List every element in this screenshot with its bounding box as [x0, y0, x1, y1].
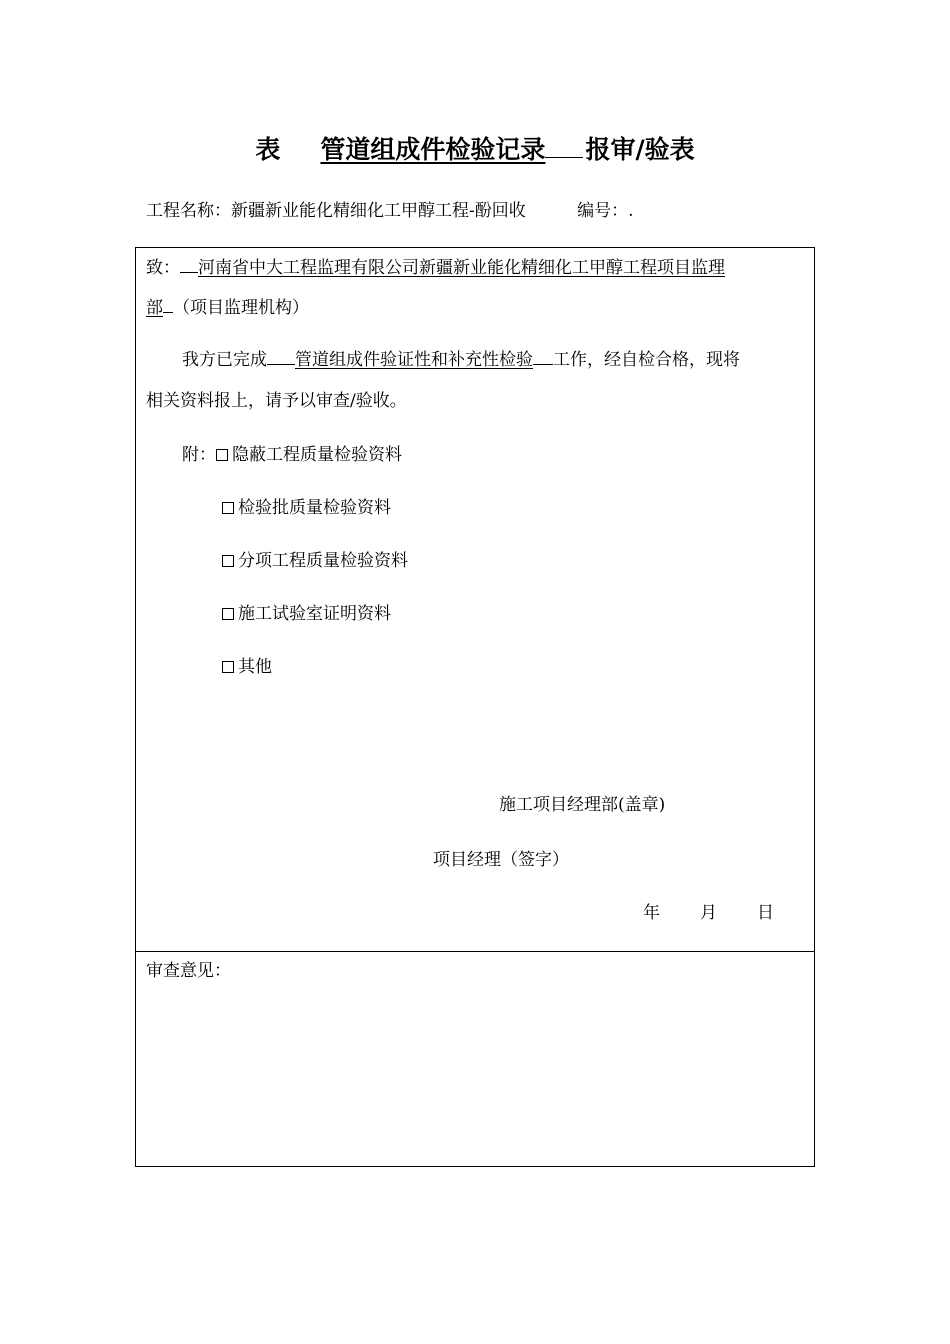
title-prefix: 表	[255, 135, 281, 164]
title-name: 管道组成件检验记录	[320, 135, 546, 164]
checkbox-hidden-works[interactable]	[216, 449, 228, 461]
attachments-label: 附：	[182, 445, 216, 465]
recipient-line-1	[146, 253, 725, 278]
attachment-row-4	[222, 599, 391, 624]
recipient-name-2: 部	[146, 298, 163, 318]
code-value: .	[628, 201, 634, 221]
checkbox-inspection-lot[interactable]	[222, 502, 234, 514]
review-opinion-label: 审查意见：	[146, 961, 231, 981]
attachment-label-4: 施工试验室证明资料	[238, 604, 391, 624]
checkbox-sub-item[interactable]	[222, 555, 234, 567]
date-month: 月	[700, 903, 717, 923]
attachment-row-3	[222, 546, 408, 571]
attachment-row-5	[222, 652, 272, 677]
recipient-line-2	[146, 293, 309, 318]
title-suffix: 报审/验表	[585, 135, 695, 164]
attachment-label-1: 隐蔽工程质量检验资料	[232, 445, 402, 465]
sign-date	[643, 898, 774, 923]
checkbox-other[interactable]	[222, 661, 234, 673]
attachment-label-3: 分项工程质量检验资料	[238, 551, 408, 571]
project-manager-signature: 项目经理（签字）	[433, 850, 569, 870]
form-title	[0, 130, 950, 166]
org-note: （项目监理机构）	[173, 298, 309, 318]
statement-line-2: 相关资料报上，请予以审查/验收。	[146, 391, 407, 411]
project-name-value: 新疆新业能化精细化工甲醇工程-酚回收	[231, 201, 526, 221]
contractor-dept-seal: 施工项目经理部(盖章)	[499, 795, 666, 815]
date-year: 年	[643, 903, 660, 923]
statement-prefix: 我方已完成	[182, 350, 267, 370]
date-day: 日	[757, 903, 774, 923]
code-label: 编号：	[577, 201, 629, 221]
attachment-label-2: 检验批质量检验资料	[238, 498, 391, 518]
checkbox-lab-proof[interactable]	[222, 608, 234, 620]
attachment-row-2	[222, 493, 391, 518]
form-table	[135, 247, 815, 1167]
recipient-name-1: 河南省中大工程监理有限公司新疆新业能化精细化工甲醇工程项目监理	[198, 258, 725, 278]
table-divider	[136, 951, 814, 952]
to-label: 致：	[146, 258, 180, 278]
statement-work: 管道组成件验证性和补充性检验	[295, 350, 533, 370]
attachment-label-5: 其他	[238, 657, 272, 677]
project-name-label: 工程名称：	[146, 201, 231, 221]
project-meta	[146, 196, 634, 221]
statement-line-1	[182, 345, 740, 370]
attachment-row-1	[182, 440, 402, 465]
statement-suffix: 工作，经自检合格，现将	[553, 350, 740, 370]
